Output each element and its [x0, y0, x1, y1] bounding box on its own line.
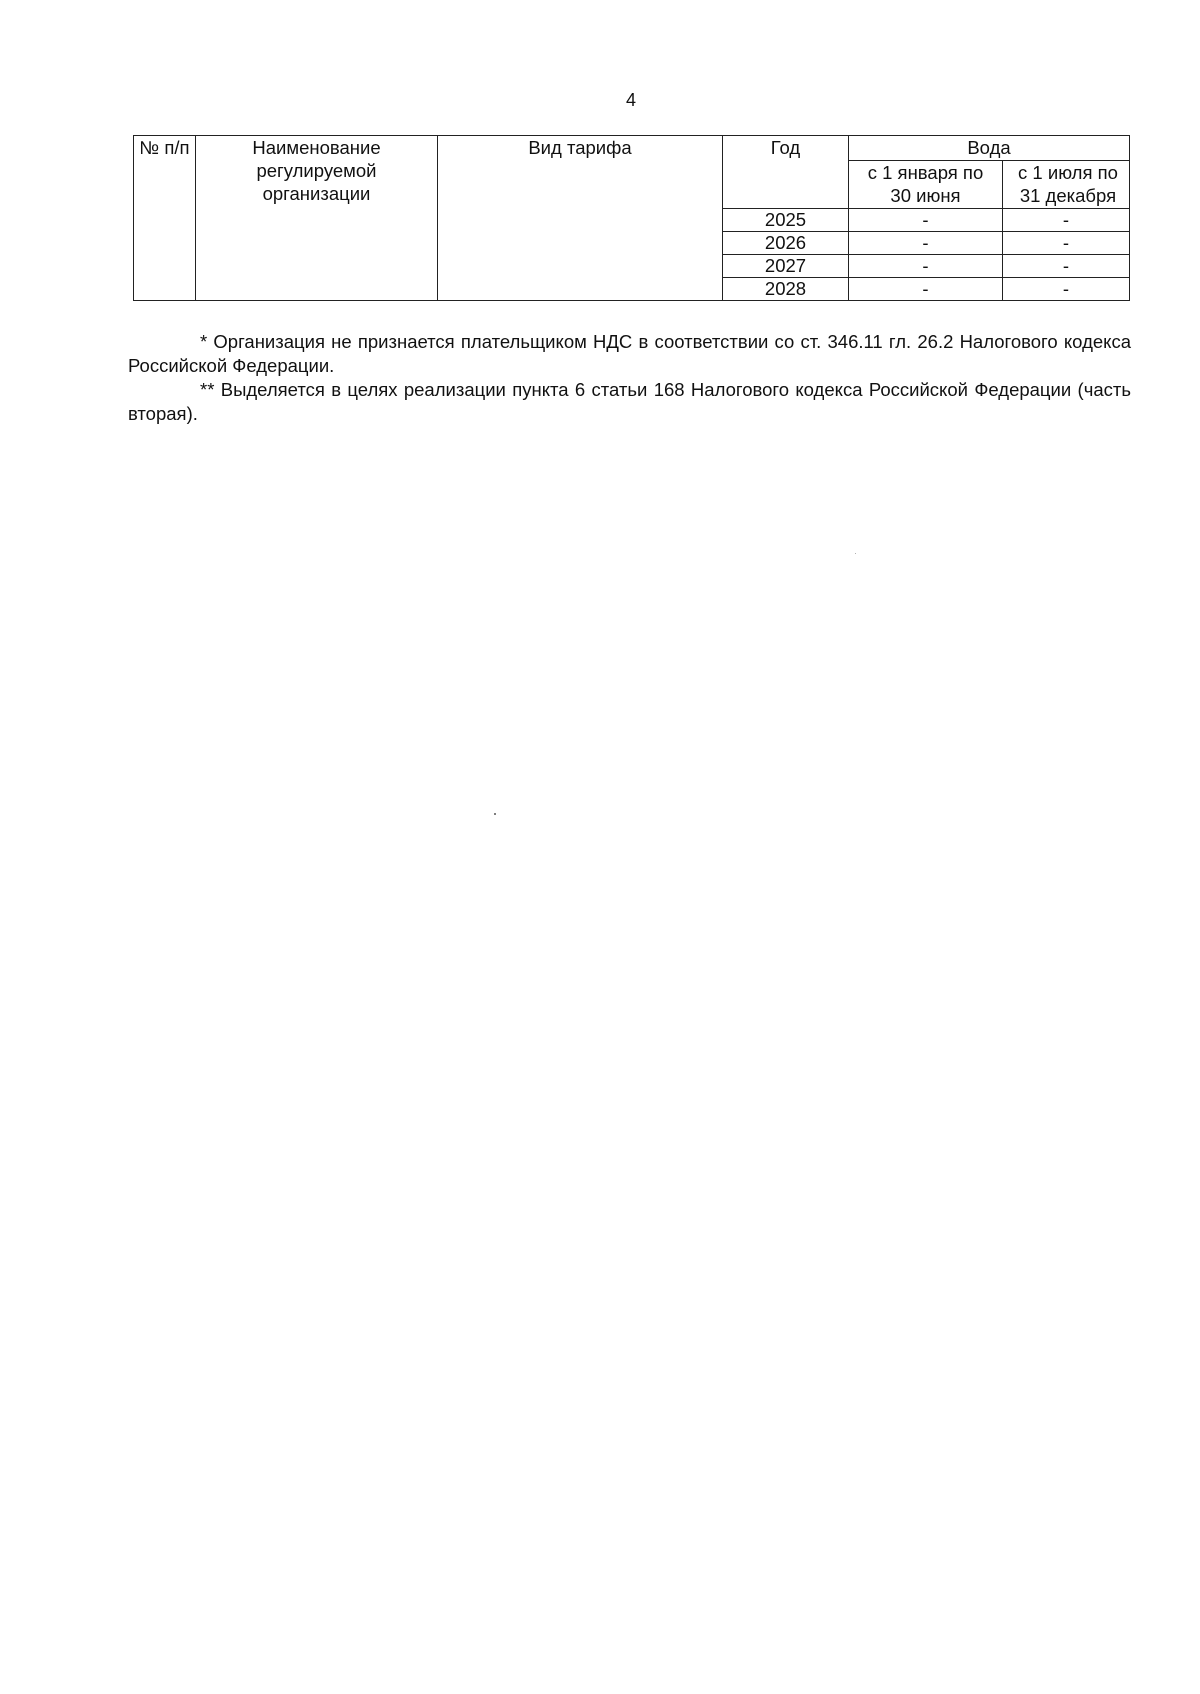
header-num: № п/п	[134, 136, 196, 301]
footnote-1: * Организация не признается плательщиком НДС в соответствии со ст. 346.11 гл. 26.2 Налогового кодекса Российской Федерации.	[128, 331, 1131, 376]
period-1-cell: -	[849, 255, 1003, 278]
period-2-cell: -	[1003, 278, 1130, 301]
period-1-cell: -	[849, 278, 1003, 301]
year-cell: 2025	[723, 209, 849, 232]
tariff-table	[133, 135, 1130, 301]
period-2-cell: -	[1003, 232, 1130, 255]
header-water: Вода	[849, 136, 1130, 161]
year-cell: 2027	[723, 255, 849, 278]
scan-speck	[494, 813, 496, 815]
period-2-cell: -	[1003, 255, 1130, 278]
year-cell: 2026	[723, 232, 849, 255]
period-1-cell: -	[849, 232, 1003, 255]
scan-speck	[855, 553, 856, 554]
header-period-2: с 1 июля по 31 декабря	[1003, 161, 1130, 209]
period-1-cell: -	[849, 209, 1003, 232]
header-period-1: с 1 января по 30 июня	[849, 161, 1003, 209]
year-cell: 2028	[723, 278, 849, 301]
footnotes	[128, 330, 1131, 426]
footnote-2: ** Выделяется в целях реализации пункта 6 статьи 168 Налогового кодекса Российской Федерации (часть вторая).	[128, 379, 1131, 424]
page-number: 4	[625, 90, 636, 110]
header-year: Год	[723, 136, 849, 209]
header-org: Наименование регулируемой организации	[196, 136, 438, 301]
header-tariff-type: Вид тарифа	[438, 136, 723, 301]
period-2-cell: -	[1003, 209, 1130, 232]
